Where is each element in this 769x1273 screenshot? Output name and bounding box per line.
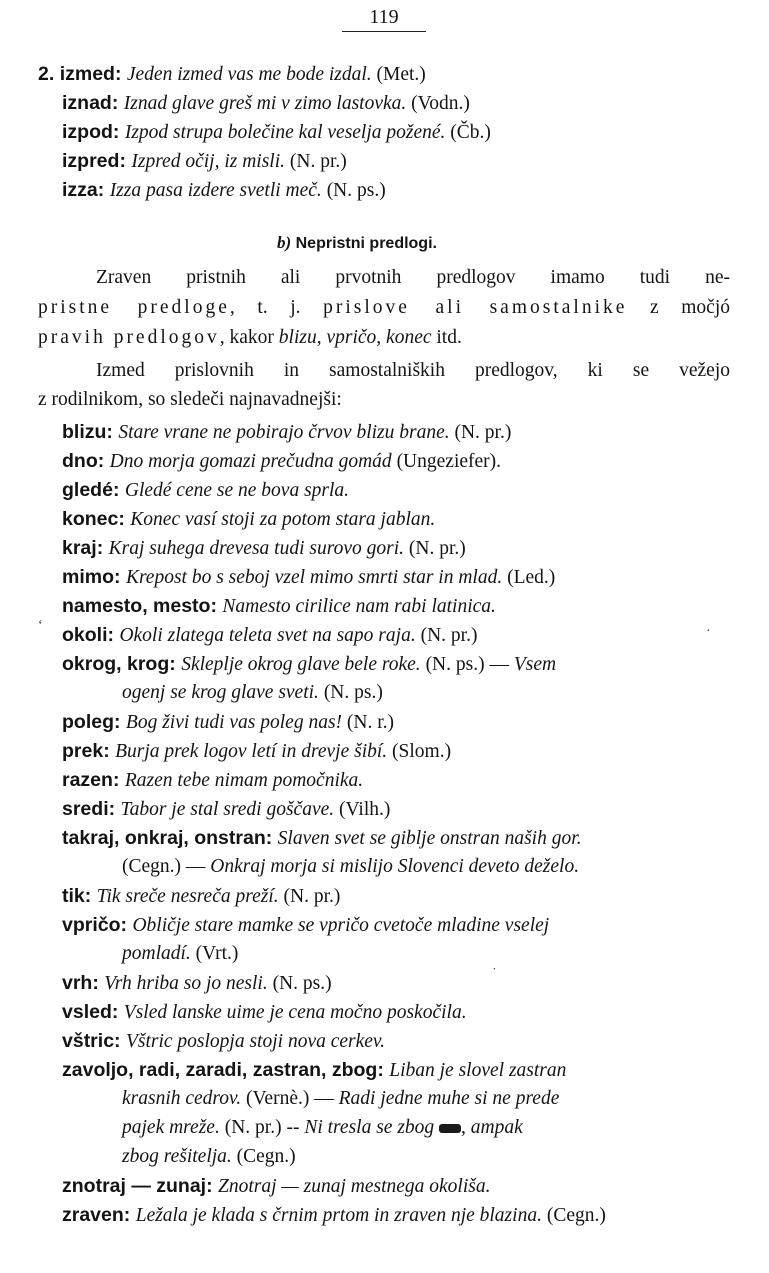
section-letter: b) xyxy=(277,233,292,252)
source: (N. pr.) xyxy=(420,625,478,646)
entry-prefix: 2. xyxy=(38,63,60,85)
intro-line-2 xyxy=(38,294,730,322)
example: Krepost bo s seboj vzel mimo smrti star in mlad. xyxy=(125,567,503,588)
example: Slaven svet se giblje onstran naših gor. xyxy=(277,828,582,849)
entry-okoli: okoli: Okoli zlatega teleta svet na sapo raja. (N. pr.) xyxy=(62,624,478,646)
example: ogenj se krog glave sveti. xyxy=(122,682,319,703)
entry-izpod: izpod: Izpod strupa bolečine kal veselja požené. (Čb.) xyxy=(62,121,491,143)
headword: namesto, mesto xyxy=(62,595,211,617)
spaced-term: pravih predlogov xyxy=(38,327,220,348)
entry-zavoljo-line-2 xyxy=(122,1085,559,1113)
entry-okrog-continuation xyxy=(122,679,383,707)
headword: takraj, onkraj, onstran xyxy=(62,827,266,849)
source: (N. r.) xyxy=(346,712,395,733)
headword: prek xyxy=(62,740,104,762)
headword: gledé xyxy=(62,479,113,501)
headword: konec xyxy=(62,508,119,530)
spaced-term: pristne predloge xyxy=(38,297,230,318)
entry-mimo: mimo: Krepost bo s seboj vzel mimo smrti star in mlad. (Led.) xyxy=(62,566,556,588)
entry-namesto: namesto, mesto: Namesto cirilice nam rabi latinica. xyxy=(62,595,496,617)
source: (Cegn.) xyxy=(122,856,182,877)
headword: vrh xyxy=(62,972,93,994)
headword: vsled xyxy=(62,1001,112,1023)
example: pomladí. xyxy=(122,943,191,964)
example: Ni tresla se zbog xyxy=(304,1117,435,1138)
example: Ležala je klada s črnim prtom in zraven nje blazina. xyxy=(135,1205,542,1226)
intro-line-3 xyxy=(38,324,462,352)
example: Izpod strupa bolečine kal veselja požené. xyxy=(124,122,446,143)
entry-vstric: vštric: Vštric poslopja stoji nova cerkev. xyxy=(62,1030,386,1052)
source: (Čb.) xyxy=(450,122,491,143)
entry-znotraj: znotraj — zunaj: Znotraj — zunaj mestnega okoliša. xyxy=(62,1175,491,1197)
headword: izpod xyxy=(62,121,113,143)
headword: kraj xyxy=(62,537,97,559)
example: Iznad glave greš mi v zimo lastovka. xyxy=(123,93,407,114)
entry-prek: prek: Burja prek logov letí in drevje šibí. (Slom.) xyxy=(62,740,452,762)
entry-vprico-continuation xyxy=(122,940,238,968)
headword: vštric xyxy=(62,1030,115,1052)
dash: -- xyxy=(286,1117,300,1138)
source: (Cegn.) xyxy=(236,1146,296,1167)
example: Vrh hriba so jo nesli. xyxy=(104,973,268,994)
example: Radi jedne muhe si ne prede xyxy=(338,1088,560,1109)
source: (Vernè.) xyxy=(246,1088,310,1109)
entry-vprico: vpričo: Obličje stare mamke se vpričo cvetoče mladine vselej xyxy=(62,914,550,936)
source: (N. pr.) xyxy=(289,151,347,172)
print-speck: ˙ xyxy=(492,966,497,981)
page-number: 119 xyxy=(342,6,426,32)
entry-vrh: vrh: Vrh hriba so jo nesli. (N. ps.) xyxy=(62,972,332,994)
headword: izmed xyxy=(59,63,115,85)
headword: izza xyxy=(62,179,98,201)
entry-dno: dno: Dno morja gomazi prečudna gomád (Ungeziefer). xyxy=(62,450,502,472)
source: (Met.) xyxy=(376,64,426,85)
source: (N. ps.) xyxy=(272,973,332,994)
headword: okrog, krog xyxy=(62,653,170,675)
source: (N. pr.) xyxy=(224,1117,282,1138)
source: (Vodn.) xyxy=(411,93,470,114)
headword: dno xyxy=(62,450,98,472)
example: Obličje stare mamke se vpričo cvetoče mladine vselej xyxy=(132,915,550,936)
example: Tabor je stal sredi goščave. xyxy=(120,799,335,820)
intro-line-1: Zraven pristnih ali prvotnih predlogov imamo tudi ne- xyxy=(96,267,730,288)
example: Znotraj — zunaj mestnega okoliša. xyxy=(218,1176,491,1197)
headword: vpričo xyxy=(62,914,121,936)
entry-tik: tik: Tik sreče nesreča preží. (N. pr.) xyxy=(62,885,341,907)
spaced-term: prislove ali samostalnike xyxy=(323,297,628,318)
intro-line-4: Izmed prislovnih in samostalniških predlogov, ki se vežejo xyxy=(96,360,730,381)
entry-iznad: iznad: Iznad glave greš mi v zimo lastovka. (Vodn.) xyxy=(62,92,470,114)
example: Izza pasa izdere svetli meč. xyxy=(109,180,322,201)
section-heading xyxy=(277,229,437,258)
example: Kraj suhega drevesa tudi surovo gori. xyxy=(108,538,405,559)
example: Dno morja gomazi prečudna gomád xyxy=(109,451,392,472)
source: (N. pr.) xyxy=(454,422,512,443)
example: pajek mreže. xyxy=(122,1117,220,1138)
entry-izpred: izpred: Izpred očij, iz misli. (N. pr.) xyxy=(62,150,347,172)
intro-line-5: z rodilnikom, so sledeči najnavadnejši: xyxy=(38,389,342,410)
source: (Vrt.) xyxy=(195,943,239,964)
section-title: Nepristni predlogi. xyxy=(295,235,437,252)
entry-okrog: okrog, krog: Sklеplje okrog glave bele roke. (N. ps.) — Vsem xyxy=(62,653,557,675)
example: Razen tebe nimam pomočnika. xyxy=(124,770,364,791)
headword: izpred xyxy=(62,150,120,172)
example-terms: blizu, vpričo, konec xyxy=(278,327,432,348)
example: krasnih cedrov. xyxy=(122,1088,242,1109)
example: Vštric poslopja stoji nova cerkev. xyxy=(125,1031,386,1052)
example: ampak xyxy=(470,1117,523,1138)
dash: — xyxy=(314,1088,334,1109)
entry-izmed: 2. izmed: Jeden izmed vas me bode izdal. (Met.) xyxy=(38,63,426,85)
entry-zavoljo: zavoljo, radi, zaradi, zastran, zbog: Liban je slovel zastran xyxy=(62,1059,567,1081)
source: (Slom.) xyxy=(392,741,452,762)
entry-poleg: poleg: Bog živi tudi vas poleg nas! (N. r.) xyxy=(62,711,395,733)
example: Izpred očij, iz misli. xyxy=(131,151,286,172)
entry-zavoljo-line-3: pajek mreže. (N. pr.) -- Ni tresla se zbog , ampak xyxy=(122,1117,523,1138)
example: Jeden izmed vas me bode izdal. xyxy=(126,64,372,85)
source: (N. ps.) xyxy=(425,654,485,675)
source: (N. ps.) xyxy=(323,682,383,703)
entry-kraj: kraj: Kraj suhega drevesa tudi surovo gori. (N. pr.) xyxy=(62,537,466,559)
example: zbog rešitelja. xyxy=(122,1146,232,1167)
source: (Cegn.) xyxy=(546,1205,606,1226)
headword: tik xyxy=(62,885,85,907)
text: z močjó xyxy=(627,297,730,318)
example: Gledé cene se ne bova sprla. xyxy=(124,480,350,501)
entry-razen: razen: Razen tebe nimam pomočnika. xyxy=(62,769,364,791)
headword: zavoljo, radi, zaradi, zastran, zbog xyxy=(62,1059,378,1081)
example: Onkraj morja si mislijo Slovenci deveto deželo. xyxy=(210,856,580,877)
source: (Vilh.) xyxy=(339,799,391,820)
example: Vsem xyxy=(513,654,557,675)
entry-zavoljo-line-4 xyxy=(122,1143,296,1171)
example: Tik sreče nesreča preží. xyxy=(96,886,279,907)
text: , kakor xyxy=(219,327,279,348)
example: Okoli zlatega teleta svet na sapo raja. xyxy=(119,625,416,646)
headword: blizu xyxy=(62,421,107,443)
entry-glede: gledé: Gledé cene se ne bova sprla. xyxy=(62,479,350,501)
example: Konec vasí stoji za potom stara jablan. xyxy=(130,509,436,530)
entry-takraj: takraj, onkraj, onstran: Slaven svet se giblje onstran naših gor. xyxy=(62,827,582,849)
ink-blot xyxy=(439,1124,461,1133)
example: Vsled lanske uime je cena močno poskočila. xyxy=(123,1002,467,1023)
print-speck: · xyxy=(706,624,711,639)
headword: okoli xyxy=(62,624,108,646)
example: Liban je slovel zastran xyxy=(389,1060,567,1081)
example: Sklеplje okrog glave bele roke. xyxy=(181,654,421,675)
headword: znotraj — zunaj xyxy=(62,1175,207,1197)
headword: iznad xyxy=(62,92,112,114)
dash: — xyxy=(185,856,206,877)
text: , t. j. xyxy=(229,297,324,318)
print-speck: ‘ xyxy=(38,618,43,633)
text: itd. xyxy=(431,327,462,348)
source: (Ungeziefer). xyxy=(396,451,502,472)
entry-vsled: vsled: Vsled lanske uime je cena močno poskočila. xyxy=(62,1001,467,1023)
headword: zraven xyxy=(62,1204,124,1226)
source: (N. pr.) xyxy=(408,538,466,559)
headword: poleg xyxy=(62,711,114,733)
source: (N. ps.) xyxy=(326,180,386,201)
headword: mimo xyxy=(62,566,115,588)
entry-izza: izza: Izza pasa izdere svetli meč. (N. ps.) xyxy=(62,179,386,201)
source: (N. pr.) xyxy=(283,886,341,907)
example: Bog živi tudi vas poleg nas! xyxy=(125,712,343,733)
example: Burja prek logov letí in drevje šibí. xyxy=(115,741,388,762)
headword: sredi xyxy=(62,798,109,820)
entry-blizu: blizu: Stare vrane ne pobirajo črvov blizu brane. (N. pr.) xyxy=(62,421,512,443)
dash: — xyxy=(489,654,509,675)
entry-takraj-continuation xyxy=(122,853,579,881)
entry-sredi: sredi: Tabor je stal sredi goščave. (Vilh.) xyxy=(62,798,391,820)
source: (Led.) xyxy=(507,567,556,588)
entry-zraven: zraven: Ležala je klada s črnim prtom in zraven nje blazina. (Cegn.) xyxy=(62,1204,606,1226)
example: Namesto cirilice nam rabi latinica. xyxy=(222,596,496,617)
entry-konec: konec: Konec vasí stoji za potom stara jablan. xyxy=(62,508,436,530)
headword: razen xyxy=(62,769,113,791)
example: Stare vrane ne pobirajo črvov blizu brane. xyxy=(118,422,450,443)
